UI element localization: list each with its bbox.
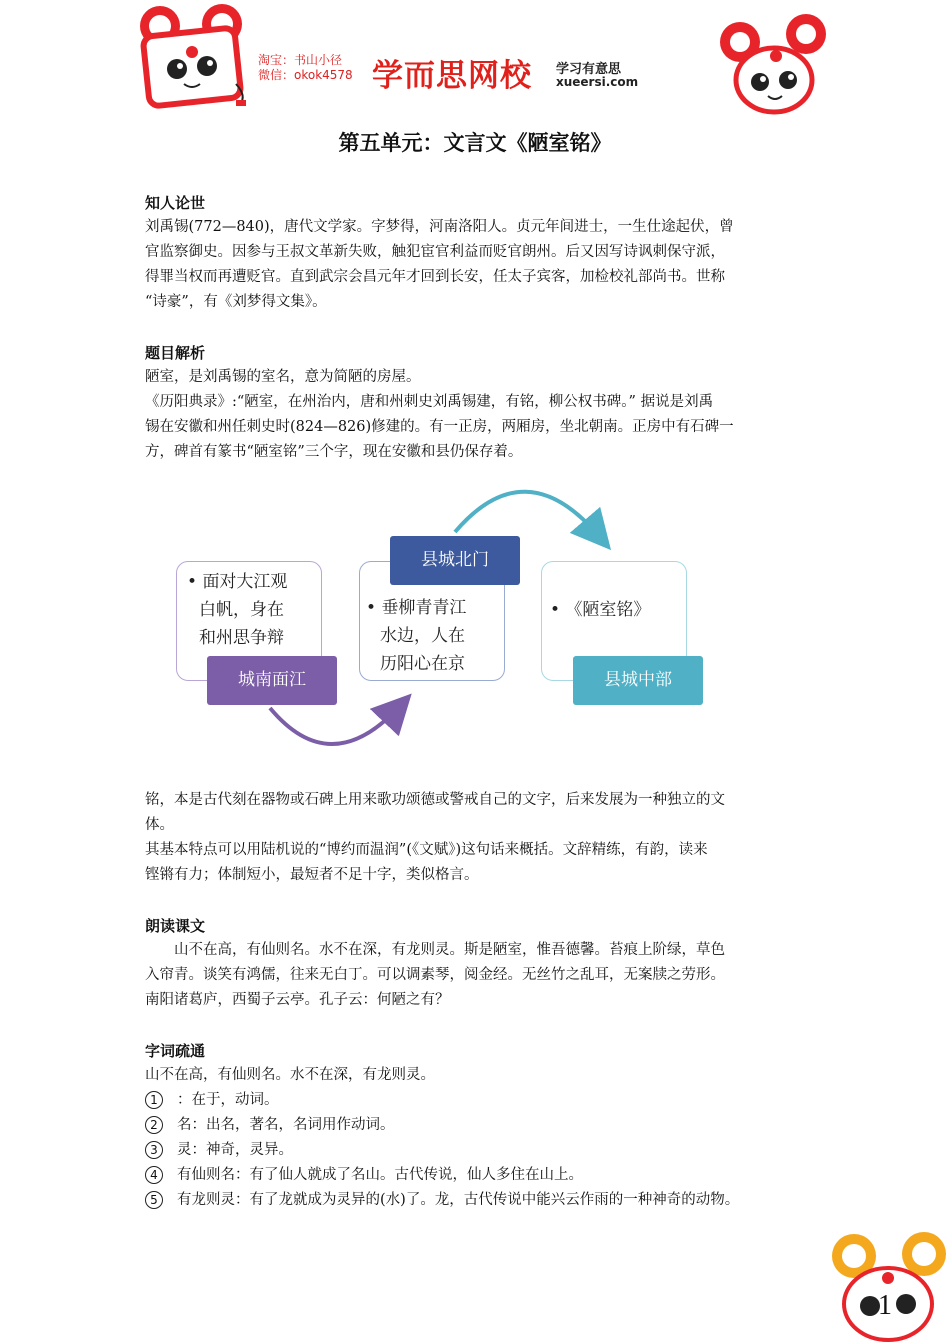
paragraph-line: 刘禹锡(772—840)，唐代文学家。字梦得，河南洛阳人。贞元年间进士，一生仕途起伏，曾 bbox=[145, 219, 734, 235]
list-item: 2 名：出名，著名，名词用作动词。 bbox=[145, 1113, 810, 1138]
list-item: 1 ：在于，动词。 bbox=[145, 1088, 810, 1113]
shop-line: 淘宝：书山小径 bbox=[258, 53, 343, 67]
paragraph-line: 锡在安徽和州任刺史时(824—826)修建的。有一正房，两厢房，坐北朝南。正房中有石碑一 bbox=[145, 419, 734, 435]
paragraph-line: 方，碑首有篆书“陋室铭”三个字，现在安徽和县仍保存着。 bbox=[145, 444, 523, 460]
section-heading-vocab: 字词疏通 bbox=[145, 1042, 206, 1060]
vocab-intro: 山不在高，有仙则名。水不在深，有龙则灵。 bbox=[145, 1067, 435, 1083]
page-title: 第五单元：文言文《陋室铭》 bbox=[338, 130, 612, 155]
box-text: • 面对大江观 白帆，身在 和州思争辩 bbox=[187, 572, 288, 648]
diagram-tag-north: 县城北门 bbox=[390, 536, 520, 585]
paragraph-line: 入帘青。谈笑有鸿儒，往来无白丁。可以调素琴，阅金经。无丝竹之乱耳，无案牍之劳形。 bbox=[145, 967, 725, 983]
diagram-tag-south: 城南面江 bbox=[207, 656, 337, 705]
paragraph-line: 铿锵有力；体制短小，最短者不足十字，类似格言。 bbox=[145, 867, 479, 883]
brand-domain: xueersi.com bbox=[556, 75, 639, 89]
paragraph-line: 体。 bbox=[145, 817, 174, 833]
paragraph-line: 官监察御史。因参与王叔文革新失败，触犯宦官利益而贬官朗州。后又因写诗讽刺保守派， bbox=[145, 244, 725, 260]
mascot-left-icon bbox=[132, 4, 257, 109]
paragraph-line: 《历阳典录》:“陋室，在州治内，唐和州刺史刘禹锡建，有铭，柳公权书碑。” 据说是刘禹 bbox=[145, 394, 714, 410]
mascot-footer-icon bbox=[828, 1226, 950, 1344]
section-heading-reading: 朗读课文 bbox=[145, 917, 206, 935]
paragraph-line: 铭，本是古代刻在器物或石碑上用来歌功颂德或警戒自己的文字，后来发展为一种独立的文 bbox=[145, 792, 725, 808]
page-number: 1 bbox=[878, 1290, 892, 1321]
paragraph-line: 南阳诸葛庐，西蜀子云亭。孔子云：何陋之有？ bbox=[145, 992, 450, 1008]
paragraph-line: 其基本特点可以用陆机说的“博约而温润”(《文赋》)这句话来概括。文辞精练，有韵，读来 bbox=[145, 842, 708, 858]
box-text: • 垂柳青青江 水边，人在 历阳心在京 bbox=[366, 598, 467, 674]
list-item: 3 灵：神奇，灵异。 bbox=[145, 1138, 810, 1163]
arrow-top bbox=[455, 492, 598, 535]
paragraph-line: 得罪当权而再遭贬官。直到武宗会昌元年才回到长安，任太子宾客，加检校礼部尚书。世称 bbox=[145, 269, 725, 285]
paragraph-line: 陋室，是刘禹锡的室名，意为简陋的房屋。 bbox=[145, 369, 421, 385]
paragraph-line: 山不在高，有仙则名。水不在深，有龙则灵。斯是陋室，惟吾德馨。苔痕上阶绿，草色 bbox=[174, 942, 725, 958]
arrow-bottom bbox=[270, 708, 398, 744]
header-shop-info bbox=[258, 53, 353, 83]
brand-name: 学而思网校 bbox=[372, 58, 532, 94]
paragraph-line: “诗豪”，有《刘梦得文集》。 bbox=[145, 294, 327, 310]
list-item: 4 有仙则名：有了仙人就成了名山。古代传说，仙人多住在山上。 bbox=[145, 1163, 810, 1188]
brand-slogan: 学习有意思 bbox=[556, 62, 622, 77]
mascot-right-icon bbox=[718, 12, 828, 117]
box-text: • 《陋室铭》 bbox=[550, 600, 651, 620]
section-heading-topic: 题目解析 bbox=[145, 344, 206, 362]
diagram-tag-center: 县城中部 bbox=[573, 656, 703, 705]
wechat-line: 微信：okok4578 bbox=[258, 68, 353, 82]
section-heading-author: 知人论世 bbox=[145, 194, 206, 212]
list-item: 5 有龙则灵：有了龙就成为灵异的(水)了。龙，古代传说中能兴云作雨的一种神奇的动物。 bbox=[145, 1188, 810, 1213]
